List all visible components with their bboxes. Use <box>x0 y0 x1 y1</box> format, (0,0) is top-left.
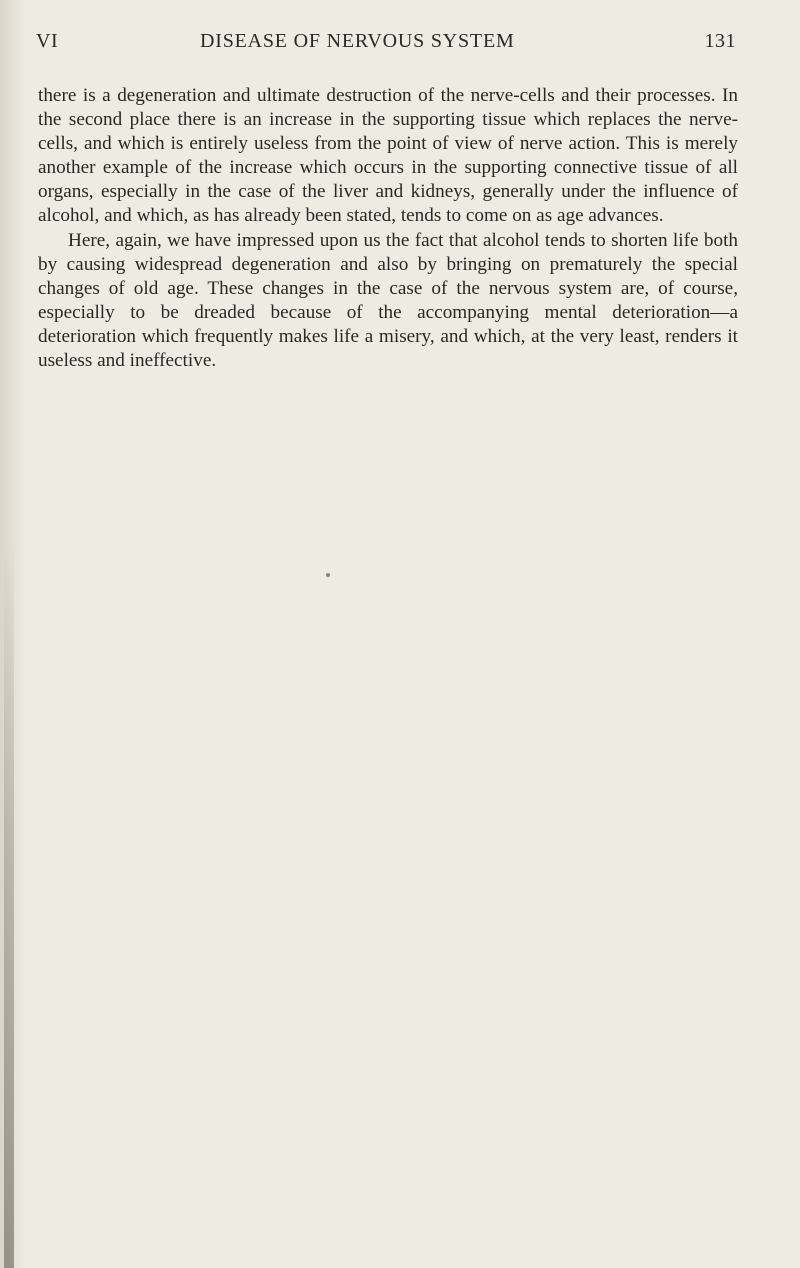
binding-shadow <box>4 540 14 1268</box>
paragraph-2: Here, again, we have impressed upon us the fact that alcohol tends to shorten life both by causing widespread degeneration and also by bringing on prematurely the special changes of old age. These changes in the case of the nervous system are, of course, especially to be dreaded because of the accompanying mental deterioration—a deterioration which frequently makes life a misery, and which, at the very least, renders it useless and ineffective. <box>38 229 738 372</box>
body-text <box>38 84 738 373</box>
ink-speck <box>326 573 330 577</box>
page-number: 131 <box>704 30 736 52</box>
chapter-number: VI <box>36 30 59 52</box>
paragraph-1: there is a degeneration and ultimate destruction of the nerve-cells and their processes. In the second place there is an increase in the supporting tissue which replaces the nerve-cells, and which is entirely useless from the point of view of nerve action. This is merely another example of the increase which occurs in the supporting connective tissue of all organs, especially in the case of the liver and kidneys, generally under the influence of alcohol, and which, as has already been stated, tends to come on as age advances. <box>38 85 738 227</box>
running-header <box>36 30 736 60</box>
running-title: DISEASE OF NERVOUS SYSTEM <box>200 30 515 52</box>
